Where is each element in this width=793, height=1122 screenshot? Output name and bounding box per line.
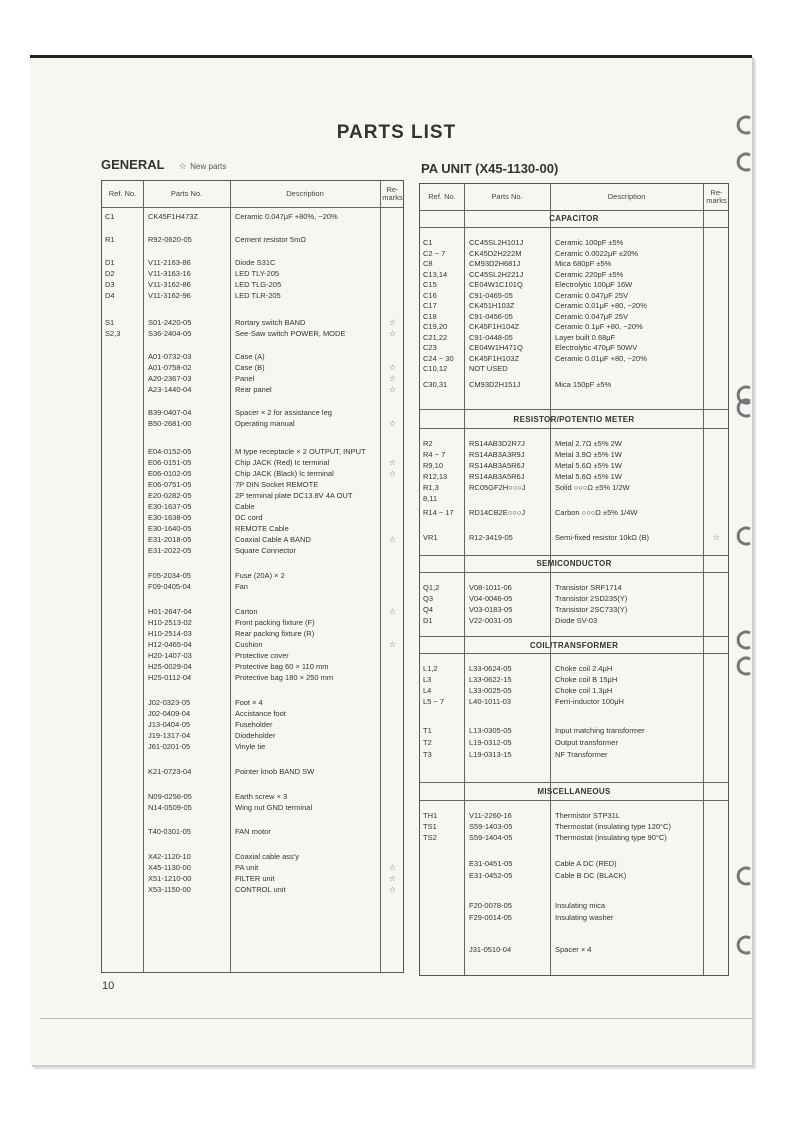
parts-no-cell: H01-2647-04	[148, 607, 192, 616]
parts-no-cell: J13-0404-05	[148, 720, 191, 729]
binder-ring-icon	[736, 656, 756, 676]
parts-no-cell: E20-0282-05	[148, 491, 192, 500]
parts-no-cell: C91-0448-05	[469, 332, 513, 342]
description-cell: FAN motor	[235, 827, 271, 836]
table-row	[420, 870, 728, 882]
category-divider	[420, 800, 728, 801]
ref-cell: C1	[423, 238, 433, 247]
description-cell: Transistor 2SC733(Y)	[555, 605, 628, 614]
description-cell: 7P DIN Socket REMOTE	[235, 480, 319, 489]
description-cell: Ceramic 0.01μF +80, −20%	[555, 353, 647, 363]
description-cell: Carbon ○○○Ω ±5% 1/4W	[555, 508, 638, 517]
col-header-description: Description	[607, 192, 646, 201]
description-cell: Wing nut GND terminal	[235, 803, 313, 812]
ref-cell: R4 ~ 7	[423, 450, 446, 459]
parts-no-cell: J02-0409-04	[148, 709, 191, 718]
pa-unit-heading: PA UNIT (X45-1130-00)	[421, 161, 559, 176]
table-row	[420, 615, 728, 627]
ref-cell: C13,14	[423, 269, 448, 279]
ref-cell: C1	[105, 212, 115, 221]
description-cell: Protective bag 60 × 110 mm	[235, 662, 329, 671]
parts-no-cell: RS14AB3A3R9J	[469, 450, 525, 459]
parts-no-cell: R12-3419-05	[469, 533, 513, 542]
parts-no-cell: X51-1210-00	[148, 874, 192, 883]
parts-no-cell: CE04W1C101Q	[469, 280, 523, 289]
category-divider	[420, 572, 728, 573]
description-cell: Accistance foot	[235, 709, 286, 718]
parts-no-cell: H10-2513-02	[148, 618, 192, 627]
ref-cell: C24 ~ 30	[423, 353, 454, 363]
category-header-coil: COIL/TRANSFORMER	[529, 641, 619, 650]
parts-no-cell: CC45SL2H101J	[469, 238, 524, 247]
remarks-cell: ☆	[388, 363, 397, 372]
description-cell: Layer built 0.68μF	[555, 332, 616, 342]
ref-cell: R14 ~ 17	[423, 508, 454, 517]
parts-no-cell: F29-0014-05	[469, 913, 512, 922]
parts-no-cell: S01-2420-05	[148, 318, 192, 327]
table-row	[102, 545, 403, 557]
description-cell: Output transformer	[555, 738, 618, 747]
parts-no-cell: F05-2034-05	[148, 571, 191, 580]
parts-no-cell: B39-0407-04	[148, 408, 192, 417]
general-parts-table	[101, 180, 404, 973]
description-cell: Earth screw × 3	[235, 792, 288, 801]
ref-cell: R9,10	[423, 461, 444, 470]
table-row	[420, 858, 728, 870]
parts-no-cell: V03-0183-05	[469, 605, 513, 614]
parts-no-cell: V08-1011-06	[469, 583, 512, 592]
description-cell: Ceramic 0.0022μF ±20%	[555, 248, 639, 258]
description-cell: Mica 680pF ±5%	[555, 259, 612, 268]
parts-no-cell: C91-0456-05	[469, 311, 513, 321]
ref-cell: L3	[423, 675, 432, 684]
parts-no-cell: V11-3162-86	[148, 280, 191, 289]
description-cell: Diodeholder	[235, 731, 276, 740]
page-title: PARTS LIST	[336, 122, 457, 143]
parts-no-cell: R92-0620-05	[148, 235, 192, 244]
ref-cell: L5 ~ 7	[423, 697, 445, 706]
table-row	[102, 211, 403, 223]
table-row	[420, 507, 728, 519]
description-cell: Vinyle tie	[235, 742, 266, 751]
description-cell: Case (B)	[235, 363, 265, 372]
description-cell: Diode SV-03	[555, 616, 598, 625]
description-cell: Pointer knob BAND SW	[235, 767, 315, 776]
parts-no-cell: L19-0313-15	[469, 750, 512, 759]
remarks-cell: ☆	[388, 874, 397, 883]
ref-cell: D1	[423, 616, 433, 625]
general-heading	[101, 157, 226, 172]
description-cell: Choke coil 1.3μH	[555, 686, 613, 695]
table-row	[420, 532, 728, 544]
ref-cell: TS1	[423, 822, 437, 831]
parts-no-cell: L19-0312-05	[469, 738, 512, 747]
description-cell: Rear panel	[235, 385, 272, 394]
description-cell: Fuse (20A) × 2	[235, 571, 285, 580]
table-row	[420, 749, 728, 761]
description-cell: Ceramic 0.1μF +80, −20%	[555, 322, 643, 331]
binder-ring-icon	[736, 152, 756, 172]
parts-no-cell: V04-0046-05	[469, 594, 513, 603]
ref-cell: Q4	[423, 605, 434, 614]
remarks-cell: ☆	[388, 374, 397, 383]
parts-no-cell: K21-0723-04	[148, 767, 192, 776]
parts-no-cell: E30-1637-05	[148, 502, 192, 511]
category-divider	[420, 409, 728, 410]
parts-no-cell: F09-0405-04	[148, 582, 191, 591]
ref-cell: T2	[423, 738, 432, 747]
ref-cell: C16	[423, 290, 437, 300]
description-cell: Diode S31C	[235, 258, 276, 267]
ref-cell: TS2	[423, 833, 437, 842]
ref-cell: D3	[105, 280, 115, 289]
binder-ring-icon	[736, 866, 756, 886]
parts-no-cell: CK451H103Z	[469, 301, 515, 310]
description-cell: Thermostat (insulating type 120°C)	[555, 822, 671, 831]
parts-no-cell: V11-3162-96	[148, 291, 191, 300]
parts-no-cell: V11-2260-16	[469, 811, 512, 820]
table-row	[420, 900, 728, 912]
description-cell: Carton	[235, 607, 258, 616]
table-row	[420, 493, 728, 505]
parts-no-cell: L33-0025-05	[469, 686, 512, 695]
parts-no-cell: CK45F1H473Z	[148, 212, 199, 221]
description-cell: DC cord	[235, 513, 263, 522]
description-cell: LED TLR-205	[235, 291, 281, 300]
description-cell: Semi-fixed resistor 10kΩ (B)	[555, 533, 649, 542]
general-heading-text: GENERAL	[101, 157, 165, 172]
table-row	[420, 912, 728, 924]
category-divider	[420, 428, 728, 429]
description-cell: Fan	[235, 582, 248, 591]
parts-no-cell: H25-0029-04	[148, 662, 192, 671]
category-divider	[420, 555, 728, 556]
parts-no-cell: NOT USED	[469, 364, 508, 373]
description-cell: Choke coil 2.4μH	[555, 664, 613, 673]
table-row	[420, 363, 728, 375]
description-cell: Metal 5.6Ω ±5% 1W	[555, 461, 622, 470]
description-cell: FILTER unit	[235, 874, 275, 883]
ref-cell: S2,3	[105, 329, 121, 338]
remarks-cell: ☆	[388, 469, 397, 478]
remarks-cell: ☆	[388, 885, 397, 894]
description-cell: See-Saw switch POWER, MODE	[235, 329, 346, 338]
table-row	[420, 832, 728, 844]
table-row	[102, 672, 403, 684]
parts-no-cell: E04-0152-05	[148, 447, 192, 456]
description-cell: Cement resistor 5mΩ	[235, 235, 307, 244]
parts-no-cell: RS14AB3A5R6J	[469, 461, 525, 470]
parts-no-cell: J19-1317-04	[148, 731, 191, 740]
parts-no-cell: E06-0151-05	[148, 458, 192, 467]
description-cell: Chip JACK (Red) Ic terminal	[235, 458, 330, 467]
parts-no-cell: N14-0509-05	[148, 803, 192, 812]
parts-no-cell: E31-2018-05	[148, 535, 192, 544]
parts-no-cell: CC45SL2H221J	[469, 269, 524, 279]
remarks-cell: ☆	[388, 385, 397, 394]
parts-no-cell: L33-0622-15	[469, 675, 512, 684]
ref-cell: C19,20	[423, 322, 448, 331]
description-cell: Choke coil B 15μH	[555, 675, 618, 684]
description-cell: Square Connector	[235, 546, 296, 555]
parts-no-cell: S59-1404-05	[469, 833, 513, 842]
remarks-cell: ☆	[388, 329, 397, 338]
description-cell: Input matching transformer	[555, 726, 645, 735]
category-header-misc: MISCELLANEOUS	[537, 787, 611, 796]
remarks-cell: ☆	[388, 607, 397, 616]
table-row	[420, 737, 728, 749]
description-cell: Rortary switch BAND	[235, 318, 306, 327]
ref-cell: C17	[423, 301, 437, 310]
description-cell: Case (A)	[235, 352, 265, 361]
description-cell: LED TLG-205	[235, 280, 282, 289]
binder-ring-icon	[736, 398, 756, 418]
parts-no-cell: A01-0758-02	[148, 363, 192, 372]
parts-no-cell: B50-2681-00	[148, 419, 192, 428]
parts-no-cell: J61-0201-05	[148, 742, 191, 751]
parts-no-cell: CE04W1H471Q	[469, 343, 523, 352]
parts-no-cell: RD14CB2E○○○J	[469, 508, 526, 517]
description-cell: Transistor 2SD235(Y)	[555, 594, 628, 603]
binder-ring-icon	[736, 630, 756, 650]
parts-no-cell: E30-1640-05	[148, 524, 192, 533]
ref-cell: VR1	[423, 533, 438, 542]
parts-no-cell: H10-2514-03	[148, 629, 192, 638]
parts-no-cell: V22-0031-05	[469, 616, 513, 625]
description-cell: Operating manual	[235, 419, 295, 428]
new-parts-note: New parts	[190, 162, 227, 171]
description-cell: Cable A DC (RED)	[555, 859, 617, 868]
description-cell: Panel	[235, 374, 255, 383]
page-number: 10	[102, 980, 115, 992]
table-row	[102, 766, 403, 778]
description-cell: Protective cover	[235, 651, 289, 660]
description-cell: Front packing fixture (F)	[235, 618, 315, 627]
description-cell: Ceramic 0.047μF +80%, −20%	[235, 212, 338, 221]
description-cell: M type receptacle × 2 OUTPUT, INPUT	[235, 447, 366, 456]
category-divider	[420, 653, 728, 654]
ref-cell: L4	[423, 686, 432, 695]
ref-cell: R1	[105, 235, 115, 244]
ref-cell: L1,2	[423, 664, 438, 673]
ref-cell: C8	[423, 259, 433, 268]
parts-no-cell: J31-0510-04	[469, 945, 512, 954]
remarks-cell: ☆	[388, 640, 397, 649]
parts-no-cell: N09-0256-05	[148, 792, 192, 801]
parts-no-cell: CK45D2H222M	[469, 248, 522, 258]
table-row	[102, 234, 403, 246]
table-row	[102, 884, 403, 896]
ref-cell: C18	[423, 311, 437, 321]
table-row	[102, 418, 403, 430]
parts-no-cell: H12-0465-04	[148, 640, 192, 649]
parts-no-cell: CM93D2H681J	[469, 259, 521, 268]
parts-no-cell: X53-1150-00	[148, 885, 191, 894]
table-row	[102, 581, 403, 593]
remarks-cell: ☆	[388, 419, 397, 428]
parts-no-cell: A23-1440-04	[148, 385, 192, 394]
description-cell: Ceramic 0.047μF 25V	[555, 311, 629, 321]
remarks-cell: ☆	[388, 863, 397, 872]
parts-no-cell: RS14AB3A5R6J	[469, 472, 525, 481]
col-header-remarks: Re- marks	[382, 185, 403, 202]
ref-cell: R2	[423, 439, 433, 448]
ref-cell: C21,22	[423, 332, 448, 342]
parts-no-cell: A20-2367-03	[148, 374, 192, 383]
description-cell: Metal 2.7Ω ±5% 2W	[555, 439, 622, 448]
ref-cell: R12,13	[423, 472, 448, 481]
parts-no-cell: H20-1407-03	[148, 651, 192, 660]
description-cell: Cable B DC (BLACK)	[555, 871, 627, 880]
table-row	[102, 802, 403, 814]
category-divider	[420, 636, 728, 637]
remarks-cell: ☆	[388, 318, 397, 327]
description-cell: Ferri-inductor 100μH	[555, 697, 624, 706]
description-cell: Coaxial Cable A BAND	[235, 535, 311, 544]
description-cell: LED TLY-205	[235, 269, 280, 278]
ref-cell: D2	[105, 269, 115, 278]
ref-cell: TH1	[423, 811, 438, 820]
parts-no-cell: L40-1011-03	[469, 697, 511, 706]
col-header-description: Description	[286, 189, 324, 198]
parts-no-cell: X42-1120-10	[148, 852, 191, 861]
ref-cell: S1	[105, 318, 115, 327]
ref-cell: C15	[423, 280, 437, 289]
parts-no-cell: RS14AB3D2R7J	[469, 439, 525, 448]
description-cell: Electrolytic 470μF 50WV	[555, 343, 638, 352]
parts-no-cell: J02-0323-05	[148, 698, 191, 707]
binder-ring-icon	[736, 935, 756, 955]
category-divider	[420, 227, 728, 228]
parts-no-cell: C91-0465-05	[469, 290, 513, 300]
description-cell: REMOTE Cable	[235, 524, 289, 533]
col-header-remarks: Re- marks	[706, 188, 727, 205]
parts-no-cell: E31-2022-05	[148, 546, 192, 555]
description-cell: Mica 150pF ±5%	[555, 379, 612, 389]
new-parts-star-icon: ☆	[178, 161, 187, 171]
description-cell: Thermostat (insulating type 90°C)	[555, 833, 667, 842]
description-cell: Spacer × 4	[555, 945, 592, 954]
table-row	[420, 379, 728, 391]
category-header-capacitor: CAPACITOR	[549, 214, 599, 223]
col-header-ref: Ref. No.	[428, 192, 456, 201]
parts-no-cell: E06-0102-05	[148, 469, 192, 478]
parts-no-cell: E06-0751-05	[148, 480, 192, 489]
parts-no-cell: F20-0078-05	[469, 901, 512, 910]
parts-no-cell: E31-0452-05	[469, 871, 513, 880]
description-cell: Foot × 4	[235, 698, 263, 707]
description-cell: Solid ○○○Ω ±5% 1/2W	[555, 483, 630, 492]
remarks-cell: ☆	[388, 535, 397, 544]
ref-cell: C10,12	[423, 364, 448, 373]
parts-no-cell: X45-1130-00	[148, 863, 191, 872]
parts-no-cell: CM93D2H151J	[469, 379, 521, 389]
description-cell: NF Transformer	[555, 750, 608, 759]
parts-no-cell: H25-0112-04	[148, 673, 192, 682]
parts-no-cell: L13-0305-05	[469, 726, 512, 735]
binder-ring-icon	[736, 526, 756, 546]
table-row	[420, 696, 728, 708]
remarks-cell: ☆	[712, 533, 721, 542]
description-cell: Rear packing fixture (R)	[235, 629, 315, 638]
ref-cell: D4	[105, 291, 115, 300]
col-header-parts: Parts No.	[170, 189, 203, 198]
ref-cell: T1	[423, 726, 432, 735]
description-cell: Insulating mica	[555, 901, 606, 910]
ref-cell: T3	[423, 750, 432, 759]
table-row	[102, 290, 403, 302]
description-cell: Electrolytic 100μF 16W	[555, 280, 633, 289]
description-cell: Insulating washer	[555, 913, 614, 922]
table-row	[102, 826, 403, 838]
description-cell: CONTROL unit	[235, 885, 286, 894]
table-row	[102, 741, 403, 753]
col-header-ref: Ref. No.	[108, 189, 137, 198]
description-cell: Ceramic 0.047μF 25V	[555, 290, 629, 300]
description-cell: 2P terminal plate DC13.8V 4A OUT	[235, 491, 353, 500]
category-header-resistor: RESISTOR/POTENTIO METER	[513, 415, 635, 424]
remarks-cell: ☆	[388, 458, 397, 467]
description-cell: Metal 5.6Ω ±5% 1W	[555, 472, 622, 481]
description-cell: Ceramic 100pF ±5%	[555, 238, 624, 247]
description-cell: Protective bag 180 × 250 mm	[235, 673, 334, 682]
parts-no-cell: V11-3163-16	[148, 269, 191, 278]
parts-no-cell: E31-0451-05	[469, 859, 513, 868]
description-cell: Chip JACK (Black) Ic terminal	[235, 469, 334, 478]
table-row	[102, 328, 403, 340]
description-cell: Spacer × 2 for assistance leg	[235, 408, 332, 417]
parts-no-cell: V11-2163-86	[148, 258, 191, 267]
description-cell: Thermistor STP31L	[555, 811, 621, 820]
category-divider	[420, 782, 728, 783]
parts-no-cell: T40-0301-05	[148, 827, 191, 836]
parts-no-cell: CK45F1H103Z	[469, 353, 520, 363]
category-header-semiconductor: SEMICONDUCTOR	[536, 559, 612, 568]
description-cell: Fuseholder	[235, 720, 273, 729]
ref-cell: C30,31	[423, 379, 448, 389]
description-cell: Ceramic 220pF ±5%	[555, 269, 624, 279]
col-header-parts: Parts No.	[491, 192, 523, 201]
ref-cell: Q3	[423, 594, 434, 603]
ref-cell: Q1,2	[423, 583, 440, 592]
table-row	[420, 944, 728, 956]
parts-no-cell: E30-1638-05	[148, 513, 192, 522]
parts-no-cell: S36-2404-05	[148, 329, 192, 338]
ref-cell: R1,3	[423, 483, 439, 492]
table-row	[102, 384, 403, 396]
description-cell: Ceramic 0.01μF +80, −20%	[555, 301, 647, 310]
description-cell: Cushion	[235, 640, 263, 649]
description-cell: PA unit	[235, 863, 259, 872]
ref-cell: C2 ~ 7	[423, 248, 446, 258]
ref-cell: C23	[423, 343, 437, 352]
description-cell: Coaxial cable ass'y	[235, 852, 299, 861]
ref-cell: 8,11	[423, 494, 438, 503]
parts-no-cell: S59-1403-05	[469, 822, 513, 831]
description-cell: Transistor SRF1714	[555, 583, 622, 592]
ref-cell: D1	[105, 258, 115, 267]
description-cell: Metal 3.9Ω ±5% 1W	[555, 450, 622, 459]
parts-no-cell: A01-0732-03	[148, 352, 192, 361]
table-row	[420, 725, 728, 737]
parts-no-cell: L33-0624-05	[469, 664, 512, 673]
parts-no-cell: RC05GF2H○○○J	[469, 483, 526, 492]
pa-unit-parts-table	[419, 183, 729, 976]
description-cell: Cable	[235, 502, 255, 511]
parts-no-cell: CK45F1H104Z	[469, 322, 520, 331]
page-edge-line	[40, 1018, 752, 1019]
